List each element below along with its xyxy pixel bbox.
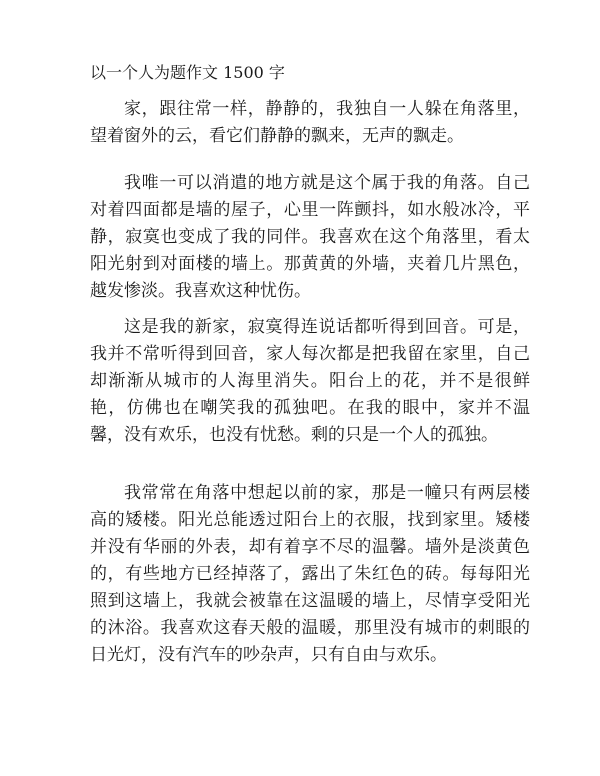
document-title: 以一个人为题作文 1500 字 [90,63,285,82]
paragraph-3: 这是我的新家，寂寞得连说话都听得到回音。可是，我并不常听得到回音，家人每次都是把我留在家里，自己却渐渐从城市的人海里消失。阳台上的花，并不是很鲜艳，仿佛也在嘲笑我的孤独吧。在我的眼中，家并不温馨，没有欢乐，也没有忧愁。剩的只是一个人的孤独。 [90,317,530,445]
paragraph-1: 家，跟往常一样，静静的，我独自一人躲在角落里，望着窗外的云，看它们静静的飘来，无声的飘走。 [90,99,530,146]
paragraph-2: 我唯一可以消遣的地方就是这个属于我的角落。自己对着四面都是墙的屋子，心里一阵颤抖，如水般冰冷，平静，寂寞也变成了我的同伴。我喜欢在这个角落里，看太阳光射到对面楼的墙上。那黄黄的外墙，夹着几片黑色，越发惨淡。我喜欢这种忧伤。 [90,173,530,301]
paragraph-4: 我常常在角落中想起以前的家，那是一幢只有两层楼高的矮楼。阳光总能透过阳台上的衣服，找到家里。矮楼并没有华丽的外表，却有着享不尽的温馨。墙外是淡黄色的，有些地方已经掉落了，露出了朱红色的砖。每每阳光照到这墙上，我就会被靠在这温暖的墙上，尽情享受阳光的沐浴。我喜欢这春天般的温暖，那里没有城市的刺眼的日光灯，没有汽车的吵杂声，只有自由与欢乐。 [90,483,530,665]
